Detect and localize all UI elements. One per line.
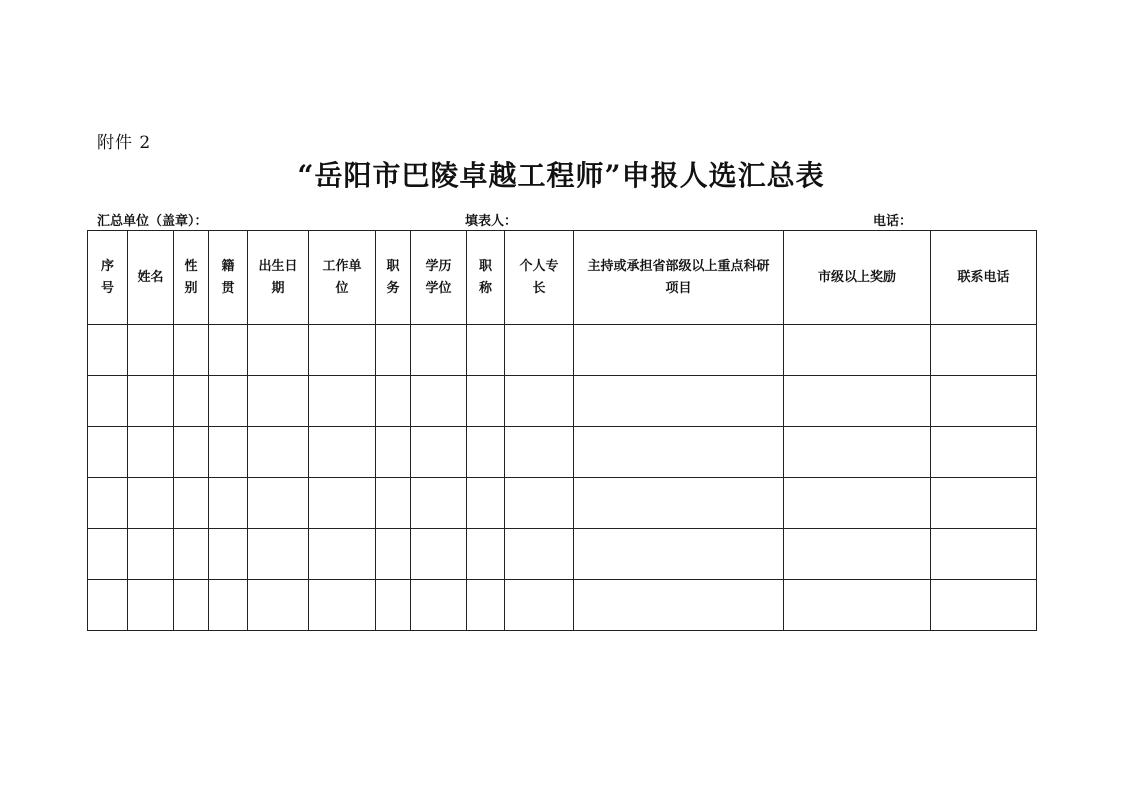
cell-personal-expertise[interactable] (505, 478, 574, 529)
cell-position[interactable] (376, 529, 411, 580)
cell-serial-number[interactable] (88, 427, 128, 478)
cell-work-unit[interactable] (309, 478, 376, 529)
header-professional-title: 职 称 (467, 231, 505, 325)
header-key-research-projects: 主持或承担省部级以上重点科研 项目 (574, 231, 784, 325)
cell-serial-number[interactable] (88, 376, 128, 427)
cell-birth-date[interactable] (248, 376, 309, 427)
cell-gender[interactable] (174, 427, 209, 478)
cell-contact-phone[interactable] (931, 529, 1037, 580)
cell-awards[interactable] (784, 376, 931, 427)
cell-position[interactable] (376, 376, 411, 427)
cell-native-place[interactable] (209, 325, 248, 376)
cell-serial-number[interactable] (88, 529, 128, 580)
cell-work-unit[interactable] (309, 580, 376, 631)
page-title: “岳阳市巴陵卓越工程师”申报人选汇总表 (297, 159, 825, 192)
cell-native-place[interactable] (209, 580, 248, 631)
table-row (88, 325, 1037, 376)
cell-key-research-projects[interactable] (574, 427, 784, 478)
cell-native-place[interactable] (209, 529, 248, 580)
header-position: 职 务 (376, 231, 411, 325)
cell-key-research-projects[interactable] (574, 376, 784, 427)
cell-serial-number[interactable] (88, 325, 128, 376)
cell-awards[interactable] (784, 427, 931, 478)
cell-work-unit[interactable] (309, 529, 376, 580)
cell-education-degree[interactable] (411, 580, 467, 631)
cell-work-unit[interactable] (309, 427, 376, 478)
header-name: 姓名 (128, 231, 174, 325)
cell-name[interactable] (128, 325, 174, 376)
cell-education-degree[interactable] (411, 529, 467, 580)
table-row (88, 427, 1037, 478)
cell-name[interactable] (128, 529, 174, 580)
cell-education-degree[interactable] (411, 325, 467, 376)
cell-awards[interactable] (784, 325, 931, 376)
table-row (88, 376, 1037, 427)
cell-contact-phone[interactable] (931, 427, 1037, 478)
cell-awards[interactable] (784, 529, 931, 580)
cell-awards[interactable] (784, 478, 931, 529)
cell-key-research-projects[interactable] (574, 529, 784, 580)
cell-key-research-projects[interactable] (574, 478, 784, 529)
cell-contact-phone[interactable] (931, 376, 1037, 427)
header-work-unit: 工作单 位 (309, 231, 376, 325)
cell-work-unit[interactable] (309, 376, 376, 427)
cell-native-place[interactable] (209, 376, 248, 427)
table-row (88, 580, 1037, 631)
cell-work-unit[interactable] (309, 325, 376, 376)
attachment-label: 附件 2 (97, 133, 152, 153)
cell-education-degree[interactable] (411, 427, 467, 478)
cell-professional-title[interactable] (467, 427, 505, 478)
cell-serial-number[interactable] (88, 478, 128, 529)
cell-birth-date[interactable] (248, 427, 309, 478)
candidate-summary-table (87, 230, 1037, 631)
cell-key-research-projects[interactable] (574, 325, 784, 376)
cell-name[interactable] (128, 376, 174, 427)
cell-professional-title[interactable] (467, 325, 505, 376)
cell-gender[interactable] (174, 580, 209, 631)
cell-awards[interactable] (784, 580, 931, 631)
form-filler-label: 填表人： (465, 214, 518, 229)
header-education-degree: 学历 学位 (411, 231, 467, 325)
cell-birth-date[interactable] (248, 580, 309, 631)
cell-name[interactable] (128, 427, 174, 478)
cell-name[interactable] (128, 478, 174, 529)
cell-gender[interactable] (174, 529, 209, 580)
cell-education-degree[interactable] (411, 478, 467, 529)
cell-position[interactable] (376, 580, 411, 631)
table-row (88, 529, 1037, 580)
phone-label: 电话： (873, 214, 913, 229)
cell-position[interactable] (376, 325, 411, 376)
cell-personal-expertise[interactable] (505, 427, 574, 478)
cell-native-place[interactable] (209, 427, 248, 478)
cell-key-research-projects[interactable] (574, 580, 784, 631)
cell-position[interactable] (376, 478, 411, 529)
summary-unit-label: 汇总单位（盖章）： (97, 214, 208, 229)
cell-gender[interactable] (174, 376, 209, 427)
cell-native-place[interactable] (209, 478, 248, 529)
header-awards: 市级以上奖励 (784, 231, 931, 325)
cell-personal-expertise[interactable] (505, 376, 574, 427)
cell-personal-expertise[interactable] (505, 529, 574, 580)
table-row (88, 478, 1037, 529)
cell-birth-date[interactable] (248, 325, 309, 376)
cell-birth-date[interactable] (248, 478, 309, 529)
cell-contact-phone[interactable] (931, 325, 1037, 376)
cell-name[interactable] (128, 580, 174, 631)
cell-position[interactable] (376, 427, 411, 478)
cell-professional-title[interactable] (467, 529, 505, 580)
header-serial-number: 序 号 (88, 231, 128, 325)
cell-professional-title[interactable] (467, 376, 505, 427)
cell-gender[interactable] (174, 478, 209, 529)
cell-birth-date[interactable] (248, 529, 309, 580)
cell-education-degree[interactable] (411, 376, 467, 427)
cell-gender[interactable] (174, 325, 209, 376)
cell-professional-title[interactable] (467, 580, 505, 631)
header-birth-date: 出生日 期 (248, 231, 309, 325)
cell-serial-number[interactable] (88, 580, 128, 631)
header-contact-phone: 联系电话 (931, 231, 1037, 325)
table-header-row (88, 231, 1037, 325)
header-native-place: 籍 贯 (209, 231, 248, 325)
cell-professional-title[interactable] (467, 478, 505, 529)
cell-contact-phone[interactable] (931, 580, 1037, 631)
cell-contact-phone[interactable] (931, 478, 1037, 529)
header-personal-expertise: 个人专 长 (505, 231, 574, 325)
cell-personal-expertise[interactable] (505, 580, 574, 631)
cell-personal-expertise[interactable] (505, 325, 574, 376)
header-gender: 性 别 (174, 231, 209, 325)
